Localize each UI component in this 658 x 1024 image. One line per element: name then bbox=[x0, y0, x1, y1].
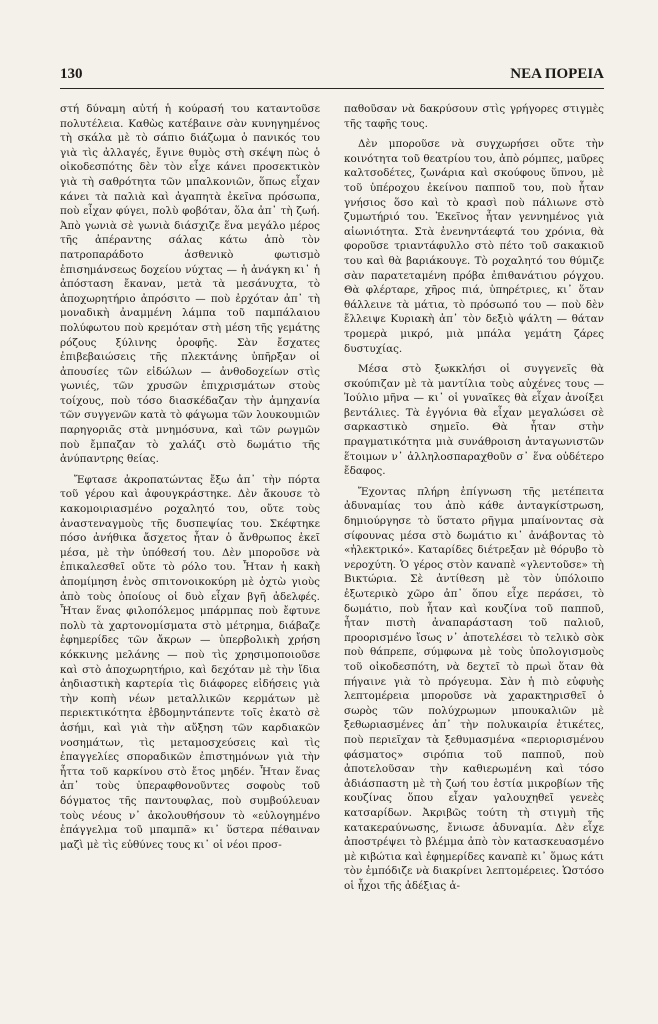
paragraph: στή δύναμη αὐτή ἡ κούρασή του καταντοῦσε πολυτέλεια. Καθὼς κατέβαινε σὰν κυνηγημένος τὴ σκάλα μὲ τὸ σάπιο διάζωμα ὁ πανικός του γιὰ τὶς ἀλλαγές, ἔγινε θυμὸς στὴ σκέψη πὼς ὁ οἰκοδεσπότης δὲν τὸν εἶχε κάνει προσεκτικὸν γιὰ τὴ σαθρότητα τῶν μπαλκονιῶν, ὅπως εἶχαν κάνει τὰ παλιὰ καὶ ἀγαπητὰ ἐκεῖνα πρόσωπα, ποὺ εἶχαν φύγει, πολὺ φοβόταν, ὅλα ἀπ᾿ τὴ ζωή. Ἀπὸ γωνιὰ σὲ γωνιὰ διάσχιζε ἕνα μεγάλο μέρος τῆς ἀπέραντης σάλας κάτω ἀπὸ τὸν πατροπαράδοτο ἀσθενικὸ φωτισμὸ ἐπισημάνσεως δοχείου νύχτας — ἡ ἀνάγκη κι᾿ ἡ ἀπόσταση ἔκαναν, μετὰ τὰ μεσάνυχτα, τὸ ἀποχωρητήριο ἀπρόσιτο — ποὺ ἐρχόταν ἀπ᾿ τὴ μοναδικὴ ἀναμμένη λάμπα τοῦ παμπάλαιου πολύφωτου ποὺ κρεμόταν στὴ μέση τῆς γεμάτης ρόζους ξύλινης ὀροφῆς. Σὰν ἔσχατες ἐπιβεβαιώσεις τῆς πλεκτάνης ὑπῆρξαν οἱ ἀπουσίες τῶν εἰδώλων — ἀνθοδοχείων στὶς γωνιές, τῶν χρυσῶν ἐπιχρισμάτων στοὺς τοίχους, ποὺ τόσο διασκέδαζαν τὴν ἀμηχανία τῶν συγγενῶν κατὰ τὸ φάγωμα τῶν λουκουμιῶν παρηγοριᾶς στὰ μνημόσυνα, καὶ τῶν ρωγμῶν ποὺ ἔμπαζαν τὸ χαλάζι στὸ δωμάτιο τῆς ἀνύπαντρης θείας. bbox=[60, 103, 320, 466]
paragraph: Μέσα στὸ ξωκκλήσι οἱ συγγενεῖς θὰ σκούπιζαν μὲ τὰ μαντίλια τοὺς αὐχένες τους — Ἰούλιο μῆνα — κι᾿ οἱ γυναῖκες θὰ εἶχαν ἀνοίξει βεντάλιες. Τὰ ἐγγόνια θὰ εἶχαν μεγαλώσει σὲ σαρκαστικὸ σημεῖο. Θὰ ἦταν στὴν πραγματικότητα μιὰ συνάθροιση ἀνταγωνιστῶν ἕτοιμων ν᾿ ἀλληλοσπαραχθοῦν σ᾿ ἕνα οὐδέτερο ἔδαφος. bbox=[344, 363, 604, 478]
paragraph: Δὲν μποροῦσε νὰ συγχωρήσει οὔτε τὴν κοινότητα τοῦ θεατρίου του, ἀπὸ ρόμπες, μαῦρες καλτσοδέτες, ζωνάρια καὶ σκούφους ὕπνου, μὲ τοῦ ὑπέροχου ἐκείνου παπποῦ του, ποὺ ἦταν γνήσιος ὅσο καὶ τὸ κρασὶ ποὺ πάλιωνε στὸ ζυμωτήριό του. Ἐκεῖνος ἦταν γεννημένος γιὰ αἰωνιότητα. Στὰ ἐνενηντάεφτά του χρόνια, θὰ φοροῦσε τριαντάφυλλο στὸ πέτο τοῦ σακακιοῦ του καὶ θὰ βαριάκουγε. Τὸ ροχαλητό του θύμιζε σὰν παρατεταμένη πρόβα ἐπιθανάτιου ρόγχου. Θὰ φλέρταρε, χῆρος πιά, ὑπηρέτριες, κι᾿ ὅταν θάλλεινε τὰ μάτια, τὸ πρόσωπό του — ποὺ δὲν ἔλλειψε Κυριακὴ ἀπ᾿ τὸν δεξιὸ ψάλτη — θάταν τρομερὰ μικρό, μιὰ μπάλα γεμάτη ζάρες δυστυχίας. bbox=[344, 138, 604, 355]
paragraph: Ἔχοντας πλήρη ἐπίγνωση τῆς μετέπειτα ἀδυναμίας του ἀπὸ κάθε ἀνταγκίστρωση, δημιούργησε τὸ ὕστατο ρῆγμα μπαίνοντας σὰ σίφουνας μέσα στὸ δωμάτιο κι᾿ ἀνάβοντας τὸ «ἠλεκτρικό». Καταρίδες διέτρεξαν μὲ θόρυβο τὸ νεροχύτη. Ὁ γέρος στὸν καναπὲ «γλεντοῦσε» τὴ Βικτώρια. Σὲ ἀντίθεση μὲ τὸν ὑπόλοιπο ἐξωτερικὸ χῶρο ἀπ᾿ ὅπου εἶχε περάσει, τὸ δωμάτιο, ποὺ ἦταν καὶ κουζίνα τοῦ παπποῦ, ἦταν πιστὴ ἀναπαράσταση τοῦ παλιοῦ, προορισμένο ἴσως ν᾿ ἀποτελέσει τὸ τελικὸ σὸκ ποὺ θάπρεπε, σύμφωνα μὲ τοὺς ὑπολογισμοὺς τοῦ οἰκοδεσπότη, νὰ δεχτεῖ τὸ πρωὶ ὅταν θὰ πήγαινε γιὰ τὸ πρόγευμα. Σὰν ἡ πιὸ εὐφυὴς λεπτομέρεια μποροῦσε νὰ χαρακτηρισθεῖ ὁ σωρὸς τῶν πολύχρωμων μπουκαλιῶν μὲ ξεθωριασμένες ἀπ᾿ τὴν πολυκαιρία ἐτικέτες, ποὺ περιεῖχαν τὰ ξεθυμασμένα «περιορισμένου φάσματος» σιρόπια τοῦ παπποῦ, ποὺ ἀποτελοῦσαν τὴν καθιερωμένη καὶ τόσο ἀδιάσπαστη μὲ τὴ ζωή του ἑστία μικροβίων τῆς κουζίνας ὅπου εἶχαν γαλουχηθεῖ γενεὲς κατσαρίδων. Ἀκριβῶς τούτη τὴ στιγμὴ τῆς κατακεραύνωσης, ἔνιωσε ἀδυναμία. Δὲν εἶχε ἀποστρέψει τὸ βλέμμα ἀπὸ τὸν κατασκευασμένο μὲ κιβώτια καὶ ἐφημερίδες καναπὲ κι᾿ ὅμως κάτι τὸν ἐμπόδιζε νὰ διακρίνει λεπτομέρειες. Ὡστόσο οἱ ἦχοι τῆς ἀδέξιας ἀ- bbox=[344, 485, 604, 892]
running-header bbox=[60, 66, 604, 89]
journal-title: ΝΕΑ ΠΟΡΕΙΑ bbox=[510, 66, 604, 82]
page-number: 130 bbox=[60, 66, 83, 82]
text-columns bbox=[60, 102, 604, 899]
right-column bbox=[344, 102, 604, 899]
paragraph: παθοῦσαν νὰ δακρύσουν στὶς γρήγορες στιγμὲς τῆς ταφῆς τους. bbox=[344, 103, 604, 130]
left-column bbox=[60, 102, 320, 899]
paragraph: Ἔφτασε ἀκροπατώντας ἔξω ἀπ᾿ τὴν πόρτα τοῦ γέρου καὶ ἀφουγκράστηκε. Δὲν ἄκουσε τὸ κακομοιριασμένο ροχαλητό του, οὔτε τοὺς ἀναστεναγμοὺς τῆς δυσπεψίας του. Σκέφτηκε πόσο ἀνήθικα ἄσχετος ἦταν ὁ ἄνθρωπος ἐκεῖ μέσα, μὲ τὴν ὑπόθεσή του. Δὲν μποροῦσε νὰ ἐπικαλεσθεῖ οὔτε τὸ ρόλο του. Ἦταν ἡ κακὴ ἀπομίμηση ἑνὸς σπιτονοικοκύρη μὲ ὀχτὼ γιοὺς ἀπὸ τοὺς ὁποίους οἱ δυὸ εἶχαν βγῆ ἀδελφές. Ἦταν ἕνας φιλοπόλεμος μπάρμπας ποὺ ἔφτυνε πολὺ τὰ χαρτονομίσματα στὸ μέτρημα, διάβαζε ἐφημερίδες τῶν ἄκρων — ὑπερβολικὴ χρήση κόκκινης μελάνης — ποὺ τὶς χρησιμοποιοῦσε καὶ στὸ ἀποχωρητήριο, καὶ δεχόταν μὲ τὴν ἴδια ἀηδιαστικὴ καρτερία τὶς διάφορες εἰδήσεις γιὰ τὴν κοπὴ νέων μεταλλικῶν κερμάτων μὲ περιεκτικότητα ἑβδομηντάπεντε τοῖς ἑκατὸ σὲ ἀσήμι, καὶ γιὰ τὴν αὔξηση τῶν καρδιακῶν νοσημάτων, τὶς μεταμοσχεύσεις καὶ τὶς ἐπαγγελίες σποραδικῶν ἐπιστημόνων γιὰ τὴν ἧττα τοῦ καρκίνου στὸ ἔτος μηδέν. Ἦταν ἕνας ἀπ᾿ τοὺς ὑπεραφθονοῦντες σοφοὺς τοῦ δόγματος τῆς παντουφλας, ποὺ συμβούλευαν τοὺς νέους ν᾿ ἀκολουθήσουν τὸ «εὐλογημένο ἐπάγγελμα τοῦ μπαμπᾶ» κι᾿ ὕστερα πέθαιναν μαζὶ μὲ τὶς εὐθύνες τους κι᾿ οἱ νέοι προσ- bbox=[60, 473, 320, 851]
